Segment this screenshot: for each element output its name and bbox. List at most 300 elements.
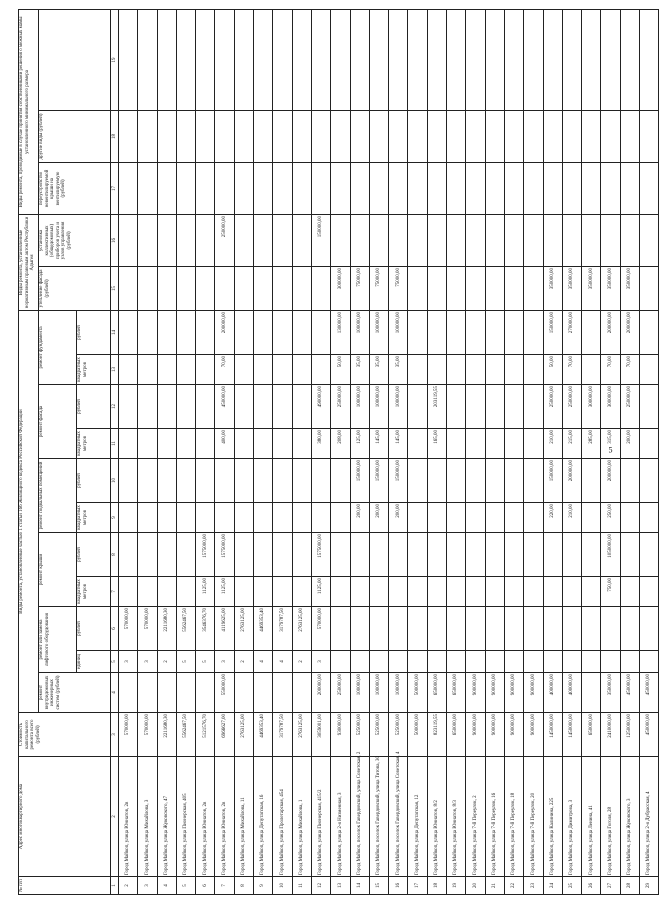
- cell-ut: 75000,00: [369, 266, 388, 310]
- cell-addr: Город Майкоп, поселок Гавердовский, улица Советская, 4: [389, 757, 408, 877]
- cell-fua: [196, 355, 215, 385]
- cell-eng: [292, 673, 311, 713]
- cell-rr: [119, 533, 138, 577]
- cell-cost: 3059001,00: [311, 713, 330, 757]
- cell-fur: 200000,00: [620, 310, 639, 354]
- column-number: 13: [111, 355, 119, 385]
- cell-ot: [215, 110, 234, 162]
- cell-fua: [138, 355, 157, 385]
- cell-addr: Город Майкоп, улица Депутатская, 16: [254, 757, 273, 877]
- header-foundation-sqm: квадратных метров: [77, 355, 111, 385]
- cell-cost: 823119,55: [427, 713, 446, 757]
- column-number: 11: [111, 429, 119, 459]
- cell-me: [273, 214, 292, 266]
- cell-de: [273, 162, 292, 214]
- cell-fua: [234, 355, 253, 385]
- table-row: [408, 9, 427, 894]
- cell-lu: 3: [138, 651, 157, 673]
- cell-fur: [582, 310, 601, 354]
- cell-de: [311, 162, 330, 214]
- cell-rr: [447, 533, 466, 577]
- cell-rr: [524, 533, 543, 577]
- cell-fua: [119, 355, 138, 385]
- cell-rr: [292, 533, 311, 577]
- column-number: 3: [111, 713, 119, 757]
- cell-eng: 450000,00: [640, 673, 659, 713]
- cell-ra: [485, 577, 504, 607]
- cell-blank: [215, 9, 234, 110]
- cell-blank: [601, 9, 620, 110]
- cell-ra: [562, 577, 581, 607]
- cell-fur: [273, 310, 292, 354]
- cell-rr: [620, 533, 639, 577]
- cell-addr: Город Майкоп, поселок Гавердовский, улица Титова, 30: [369, 757, 388, 877]
- cell-lr: 5562467,50: [176, 607, 195, 651]
- cell-addr: Город Майкоп, улица 7-й Переулок, 2: [466, 757, 485, 877]
- cell-me: [254, 214, 273, 266]
- cell-br: [524, 459, 543, 503]
- cell-fr: [466, 385, 485, 429]
- cell-ba: [215, 503, 234, 533]
- cell-fa: 145,00: [369, 429, 388, 459]
- cell-blank: [196, 9, 215, 110]
- table-row: [485, 9, 504, 894]
- cell-cost: 900000,00: [466, 713, 485, 757]
- cell-me: 250000,00: [215, 214, 234, 266]
- cell-lr: 3546376,70: [196, 607, 215, 651]
- cell-fa: 285,00: [582, 429, 601, 459]
- cell-fua: [504, 355, 523, 385]
- cell-me: [292, 214, 311, 266]
- cell-ut: 75000,00: [389, 266, 408, 310]
- cell-lr: 570000,00: [138, 607, 157, 651]
- cell-br: 200000,00: [562, 459, 581, 503]
- cell-cost: 2763125,00: [234, 713, 253, 757]
- table-row: [234, 9, 253, 894]
- column-number: 1: [111, 877, 119, 895]
- header-roof-rub: рублей: [77, 533, 111, 577]
- table-row: [562, 9, 581, 894]
- cell-ba: 220,00: [543, 503, 562, 533]
- cell-ot: [311, 110, 330, 162]
- cell-br: 150000,00: [350, 459, 369, 503]
- cell-fa: 200,00: [620, 429, 639, 459]
- cell-ot: [331, 110, 350, 162]
- cell-br: [311, 459, 330, 503]
- cell-addr: Город Майкоп, поселок Гавердовский, улица Советская, 2: [350, 757, 369, 877]
- cell-fr: [273, 385, 292, 429]
- cell-blank: [157, 9, 176, 110]
- cell-ra: [427, 577, 446, 607]
- cell-de: [157, 162, 176, 214]
- cell-ra: [640, 577, 659, 607]
- cell-ba: [331, 503, 350, 533]
- cell-ra: 750,00: [601, 577, 620, 607]
- column-number: 15: [111, 266, 119, 310]
- cell-me: 150000,00: [311, 214, 330, 266]
- cell-ra: [389, 577, 408, 607]
- cell-fa: 215,00: [562, 429, 581, 459]
- cell-fr: [485, 385, 504, 429]
- cell-ot: [620, 110, 639, 162]
- cell-lr: [601, 607, 620, 651]
- cell-blank: [369, 9, 388, 110]
- cell-lu: [562, 651, 581, 673]
- cell-addr: Город Майкоп, улица 7-й Переулок, 20: [524, 757, 543, 877]
- cell-ra: [138, 577, 157, 607]
- cell-cost: 570000,00: [138, 713, 157, 757]
- header-blank: [39, 9, 111, 110]
- cell-ra: [369, 577, 388, 607]
- cell-blank: [582, 9, 601, 110]
- cell-fa: [524, 429, 543, 459]
- table-row: [292, 9, 311, 894]
- cell-lu: [466, 651, 485, 673]
- cell-blank: [234, 9, 253, 110]
- cell-ra: [350, 577, 369, 607]
- table-row: [582, 9, 601, 894]
- cell-de: [138, 162, 157, 214]
- cell-lu: 5: [196, 651, 215, 673]
- cell-fua: 70,00: [215, 355, 234, 385]
- cell-lu: [485, 651, 504, 673]
- cell-br: [196, 459, 215, 503]
- cell-eng: [157, 673, 176, 713]
- cell-fr: [234, 385, 253, 429]
- cell-blank: [447, 9, 466, 110]
- column-number: 10: [111, 459, 119, 503]
- cell-fua: [157, 355, 176, 385]
- cell-fr: [292, 385, 311, 429]
- cell-n: 21: [485, 877, 504, 895]
- cell-cost: 1450000,00: [562, 713, 581, 757]
- cell-de: [485, 162, 504, 214]
- cell-br: [234, 459, 253, 503]
- column-number: 7: [111, 577, 119, 607]
- cell-ot: [466, 110, 485, 162]
- cell-fa: [292, 429, 311, 459]
- header-meters: установка коллективных (общедомовых) приборов учета и узлов управления (рублей): [39, 214, 111, 266]
- cell-ra: [524, 577, 543, 607]
- cell-ut: [138, 266, 157, 310]
- cell-ot: [350, 110, 369, 162]
- cell-lu: [389, 651, 408, 673]
- cell-ra: [582, 577, 601, 607]
- cell-me: [485, 214, 504, 266]
- cell-lr: 570000,00: [311, 607, 330, 651]
- cell-rr: [543, 533, 562, 577]
- cell-de: [620, 162, 639, 214]
- cell-lr: [427, 607, 446, 651]
- cell-lr: 4119625,00: [215, 607, 234, 651]
- table-row: [273, 9, 292, 894]
- cell-n: 11: [292, 877, 311, 895]
- cell-fr: 100000,00: [350, 385, 369, 429]
- cell-rr: [582, 533, 601, 577]
- cell-de: [408, 162, 427, 214]
- cell-fr: 300000,00: [582, 385, 601, 429]
- cell-rr: [331, 533, 350, 577]
- cell-rr: [157, 533, 176, 577]
- cell-br: 150000,00: [369, 459, 388, 503]
- cell-eng: 650000,00: [427, 673, 446, 713]
- cell-fur: [292, 310, 311, 354]
- cell-fa: 145,00: [389, 429, 408, 459]
- cell-fr: 203119,55: [427, 385, 446, 429]
- cell-ot: [408, 110, 427, 162]
- cell-rr: 1575000,00: [215, 533, 234, 577]
- cell-ut: [273, 266, 292, 310]
- cell-ba: [582, 503, 601, 533]
- cell-ut: [292, 266, 311, 310]
- cell-ba: [640, 503, 659, 533]
- cell-br: [273, 459, 292, 503]
- header-group-main: Виды ремонта, установленные частью 1 статьи 166 Жилищного кодекса Российской Федерации: [19, 310, 39, 712]
- cell-fua: [640, 355, 659, 385]
- cell-br: [427, 459, 446, 503]
- cell-ut: [176, 266, 195, 310]
- cell-br: [408, 459, 427, 503]
- header-roof-sqm: квадратных метров: [77, 577, 111, 607]
- header-basement-rub: рублей: [77, 459, 111, 503]
- table-row: [466, 9, 485, 894]
- cell-rr: 1575000,00: [196, 533, 215, 577]
- cell-fua: [273, 355, 292, 385]
- cell-lu: [620, 651, 639, 673]
- cell-cost: 2211680,30: [157, 713, 176, 757]
- column-number: 18: [111, 110, 119, 162]
- cell-eng: 900000,00: [466, 673, 485, 713]
- cell-fua: [582, 355, 601, 385]
- cell-ra: [466, 577, 485, 607]
- cell-fa: 208,00: [331, 429, 350, 459]
- cell-fr: [524, 385, 543, 429]
- cell-ot: [582, 110, 601, 162]
- cell-lu: 2: [292, 651, 311, 673]
- cell-ot: [369, 110, 388, 162]
- cell-n: 26: [582, 877, 601, 895]
- cell-cost: 2410000,00: [601, 713, 620, 757]
- cell-fa: [138, 429, 157, 459]
- cell-lu: 3: [119, 651, 138, 673]
- cell-fua: 35,00: [350, 355, 369, 385]
- cell-addr: Город Майкоп, улица Пионерская, 415/2: [311, 757, 330, 877]
- cell-cost: 5121576,70: [196, 713, 215, 757]
- column-number: 17: [111, 162, 119, 214]
- cell-eng: 900000,00: [485, 673, 504, 713]
- cell-lu: [524, 651, 543, 673]
- cell-fua: 50,00: [331, 355, 350, 385]
- cell-me: [582, 214, 601, 266]
- cell-ra: [176, 577, 195, 607]
- cell-ba: [157, 503, 176, 533]
- cell-ba: [234, 503, 253, 533]
- cell-fua: [466, 355, 485, 385]
- cell-blank: [254, 9, 273, 110]
- cell-fur: [466, 310, 485, 354]
- cell-fur: [524, 310, 543, 354]
- cell-cost: 900000,00: [485, 713, 504, 757]
- cell-me: [119, 214, 138, 266]
- table-row: [119, 9, 138, 894]
- cell-cost: 525000,00: [389, 713, 408, 757]
- cell-fua: [292, 355, 311, 385]
- cell-fur: [176, 310, 195, 354]
- header-elevator: ремонт или замена лифтового оборудования: [39, 607, 77, 673]
- cell-fur: [447, 310, 466, 354]
- cell-fr: 250000,00: [620, 385, 639, 429]
- cell-n: 2: [119, 877, 138, 895]
- cell-addr: Город Майкоп, улица Жуковского, 47: [157, 757, 176, 877]
- cell-lr: [543, 607, 562, 651]
- cell-cost: 1450000,00: [543, 713, 562, 757]
- header-group-other: Виды ремонта, проводимые в случае принятия собственниками решения о межных мамы установленного минимального размера: [19, 9, 39, 214]
- cell-lr: [369, 607, 388, 651]
- table-row: [640, 9, 659, 894]
- cell-fr: 100000,00: [389, 385, 408, 429]
- cell-ut: [157, 266, 176, 310]
- cell-ot: [601, 110, 620, 162]
- cell-me: [466, 214, 485, 266]
- table-row: [447, 9, 466, 894]
- cell-ot: [447, 110, 466, 162]
- cell-addr: Город Майкоп, улица Депутатская, 12: [408, 757, 427, 877]
- cell-cost: 900000,00: [504, 713, 523, 757]
- cell-me: [640, 214, 659, 266]
- cell-fur: 200000,00: [215, 310, 234, 354]
- column-number: 8: [111, 533, 119, 577]
- cell-ut: [311, 266, 330, 310]
- cell-br: [138, 459, 157, 503]
- cell-fua: [485, 355, 504, 385]
- cell-me: [350, 214, 369, 266]
- cell-br: [466, 459, 485, 503]
- header-cost: Стоимость капитального ремонта всего (рублей): [19, 713, 111, 757]
- cell-fa: 380,00: [311, 429, 330, 459]
- cell-n: 5: [176, 877, 195, 895]
- cell-fur: [504, 310, 523, 354]
- cell-n: 27: [601, 877, 620, 895]
- cell-br: [215, 459, 234, 503]
- cell-fur: 100000,00: [389, 310, 408, 354]
- cell-ut: [119, 266, 138, 310]
- cell-fa: [408, 429, 427, 459]
- cell-blank: [292, 9, 311, 110]
- cell-eng: 450000,00: [620, 673, 639, 713]
- cell-n: 9: [254, 877, 273, 895]
- cell-addr: Город Майкоп, улица Жуковского, 3: [620, 757, 639, 877]
- cell-eng: [196, 673, 215, 713]
- table-row: [543, 9, 562, 894]
- cell-ba: [524, 503, 543, 533]
- cell-ot: [273, 110, 292, 162]
- column-number: 5: [111, 651, 119, 673]
- cell-ra: [447, 577, 466, 607]
- table-row: [369, 9, 388, 894]
- cell-lu: [427, 651, 446, 673]
- cell-fa: [466, 429, 485, 459]
- cell-blank: [562, 9, 581, 110]
- cell-ba: [620, 503, 639, 533]
- cell-ot: [292, 110, 311, 162]
- cell-ut: [640, 266, 659, 310]
- cell-n: 4: [157, 877, 176, 895]
- table-row: [601, 9, 620, 894]
- cell-ut: [466, 266, 485, 310]
- cell-eng: [254, 673, 273, 713]
- cell-addr: Город Майкоп, улица Гоголя, 28: [601, 757, 620, 877]
- cell-addr: Город Майкоп, улица Димитрова, 3: [562, 757, 581, 877]
- cell-de: [176, 162, 195, 214]
- cell-lu: [504, 651, 523, 673]
- header-utility: утепление фасада (рублей): [39, 266, 111, 310]
- cell-n: 8: [234, 877, 253, 895]
- header-num: № п/п: [19, 877, 111, 895]
- cell-n: 3: [138, 877, 157, 895]
- cell-blank: [389, 9, 408, 110]
- cell-blank: [543, 9, 562, 110]
- cell-fa: [504, 429, 523, 459]
- cell-ut: [427, 266, 446, 310]
- cell-fua: [524, 355, 543, 385]
- cell-addr: Город Майкоп, улица Ленина, 41: [582, 757, 601, 877]
- cell-blank: [408, 9, 427, 110]
- cell-me: [176, 214, 195, 266]
- cell-fr: [119, 385, 138, 429]
- cell-fua: [408, 355, 427, 385]
- cell-lr: [582, 607, 601, 651]
- cell-n: 10: [273, 877, 292, 895]
- cell-me: [504, 214, 523, 266]
- cell-ba: [504, 503, 523, 533]
- cell-ot: [562, 110, 581, 162]
- cell-cost: 525000,00: [350, 713, 369, 757]
- cell-ut: [447, 266, 466, 310]
- cell-n: 19: [447, 877, 466, 895]
- header-facade: ремонт фасада: [39, 385, 77, 459]
- cell-fr: 100000,00: [369, 385, 388, 429]
- cell-rr: [466, 533, 485, 577]
- cell-blank: [311, 9, 330, 110]
- cell-fa: 125,00: [350, 429, 369, 459]
- cell-ra: [292, 577, 311, 607]
- cell-br: 200000,00: [601, 459, 620, 503]
- cell-n: 14: [350, 877, 369, 895]
- cell-ut: [524, 266, 543, 310]
- table-row: [196, 9, 215, 894]
- cell-de: [543, 162, 562, 214]
- cell-lr: [504, 607, 523, 651]
- cell-fur: [138, 310, 157, 354]
- table-row: [138, 9, 157, 894]
- cell-ot: [234, 110, 253, 162]
- cell-me: [234, 214, 253, 266]
- cell-ra: [504, 577, 523, 607]
- cell-fr: [640, 385, 659, 429]
- cell-rr: [369, 533, 388, 577]
- cell-lu: 2: [157, 651, 176, 673]
- cell-br: 150000,00: [543, 459, 562, 503]
- cell-de: [215, 162, 234, 214]
- cell-de: [234, 162, 253, 214]
- cell-addr: Город Майкоп, улица Юннатов, 2в: [196, 757, 215, 877]
- cell-addr: Город Майкоп, улица 7-й Переулок, 18: [504, 757, 523, 877]
- cell-blank: [504, 9, 523, 110]
- cell-fua: [176, 355, 195, 385]
- cell-n: 24: [543, 877, 562, 895]
- cell-me: [408, 214, 427, 266]
- cell-de: [292, 162, 311, 214]
